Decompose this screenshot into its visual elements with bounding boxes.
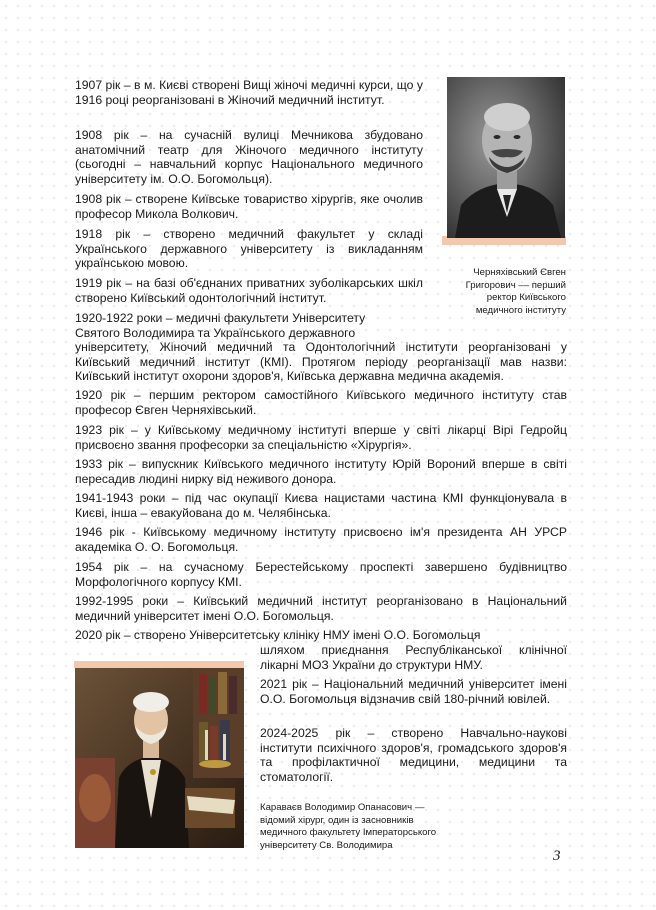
bottom-photo-caption: Караваєв Володимир Опанасович — відомий хірург, один із засновників медичного факультету Імператорського університету Св. Володимира: [260, 802, 437, 851]
cherniakhivskyi-portrait: [447, 77, 565, 238]
page-number: 3: [553, 848, 561, 864]
karavaiev-painting: [75, 668, 244, 848]
entry-1933: 1933 рік – випускник Київського медичного інституту Юрій Вороний вперше в світі пересадив людині нирку від неживого донора.: [75, 457, 567, 486]
karavaiev-painting-image: [75, 668, 244, 848]
entry-2021: 2021 рік – Національний медичний університет імені О.О. Богомольця відзначив свій 180-річний ювілей.: [260, 677, 567, 706]
entry-1919: 1919 рік – на базі об'єднаних приватних зуболікарських шкіл створено Київський одонтологічний інститут.: [75, 276, 423, 305]
entry-1920: 1920 рік – першим ректором самостійного Київського медичного інституту став професор Євген Черняхівський.: [75, 388, 567, 417]
bottom-photo-shadow: [74, 661, 244, 668]
entry-1992-1995: 1992-1995 роки – Київський медичний інститут реорганізовано в Національний медичний університет імені О.О. Богомольця.: [75, 594, 567, 623]
entry-1954: 1954 рік – на сучасному Берестейському проспекті завершено будівництво Морфологічного корпусу КМІ.: [75, 560, 567, 589]
entry-2024-2025: 2024-2025 рік – створено Навчально-наукові інститути психічного здоров'я, громадського здоров'я та профілактичної медицини, медицини та стоматології.: [260, 726, 567, 784]
entry-1907: 1907 рік – в м. Києві створені Вищі жіночі медичні курси, що у 1916 році реорганізовані в Жіночий медичний інститут.: [75, 78, 423, 107]
entry-1918: 1918 рік – створено медичний факультет у складі Українського державного університету із викладанням українською мовою.: [75, 227, 423, 271]
entry-1946: 1946 рік - Київському медичному інституту присвоєно ім'я президента АН УРСР академіка О. О. Богомольця.: [75, 525, 567, 554]
entry-1920-1922-start: 1920-1922 роки – медичні факультети Університету Святого Володимира та Українського державного: [75, 311, 366, 340]
entry-1941-1943: 1941-1943 роки – під час окупації Києва нацистами частина КМІ функціонувала в Києві, інша – евакуйована до м. Челябінська.: [75, 491, 567, 520]
entry-1920-1922-cont: університету, Жіночий медичний та Одонтологічний інститути реорганізовані у Київський медичний інститут (КМІ). Протягом періоду реорганізації мав назви: Київський інститут охорони здоров'я, Київська державна медична академія.: [75, 340, 567, 384]
entry-2020-start: 2020 рік – створено Університетську клініку НМУ імені О.О. Богомольця: [75, 628, 481, 642]
entry-1923: 1923 рік – у Київському медичному інституті вперше у світі лікарці Вірі Гедройц присвоєно звання професорки за спеціальністю «Хірургія».: [75, 423, 567, 452]
entry-1908-surgeons: 1908 рік – створене Київське товариство хірургів, яке очолив професор Микола Волкович.: [75, 192, 423, 221]
entry-2020-cont: шляхом приєднання Республіканської клінічної лікарні МОЗ України до структури НМУ.: [260, 643, 567, 672]
cherniakhivskyi-portrait-image: [447, 77, 565, 238]
top-photo-caption: Черняхівський Євген Григорович –– перший ректор Київського медичного інституту: [465, 267, 566, 316]
entry-1908-theatre: 1908 рік – на сучасній вулиці Мечникова збудовано анатомічний театр для Жіночого медичного інституту (сьогодні – навчальний корпус Національного медичного університету ім. О.О. Богомольця).: [75, 128, 423, 186]
